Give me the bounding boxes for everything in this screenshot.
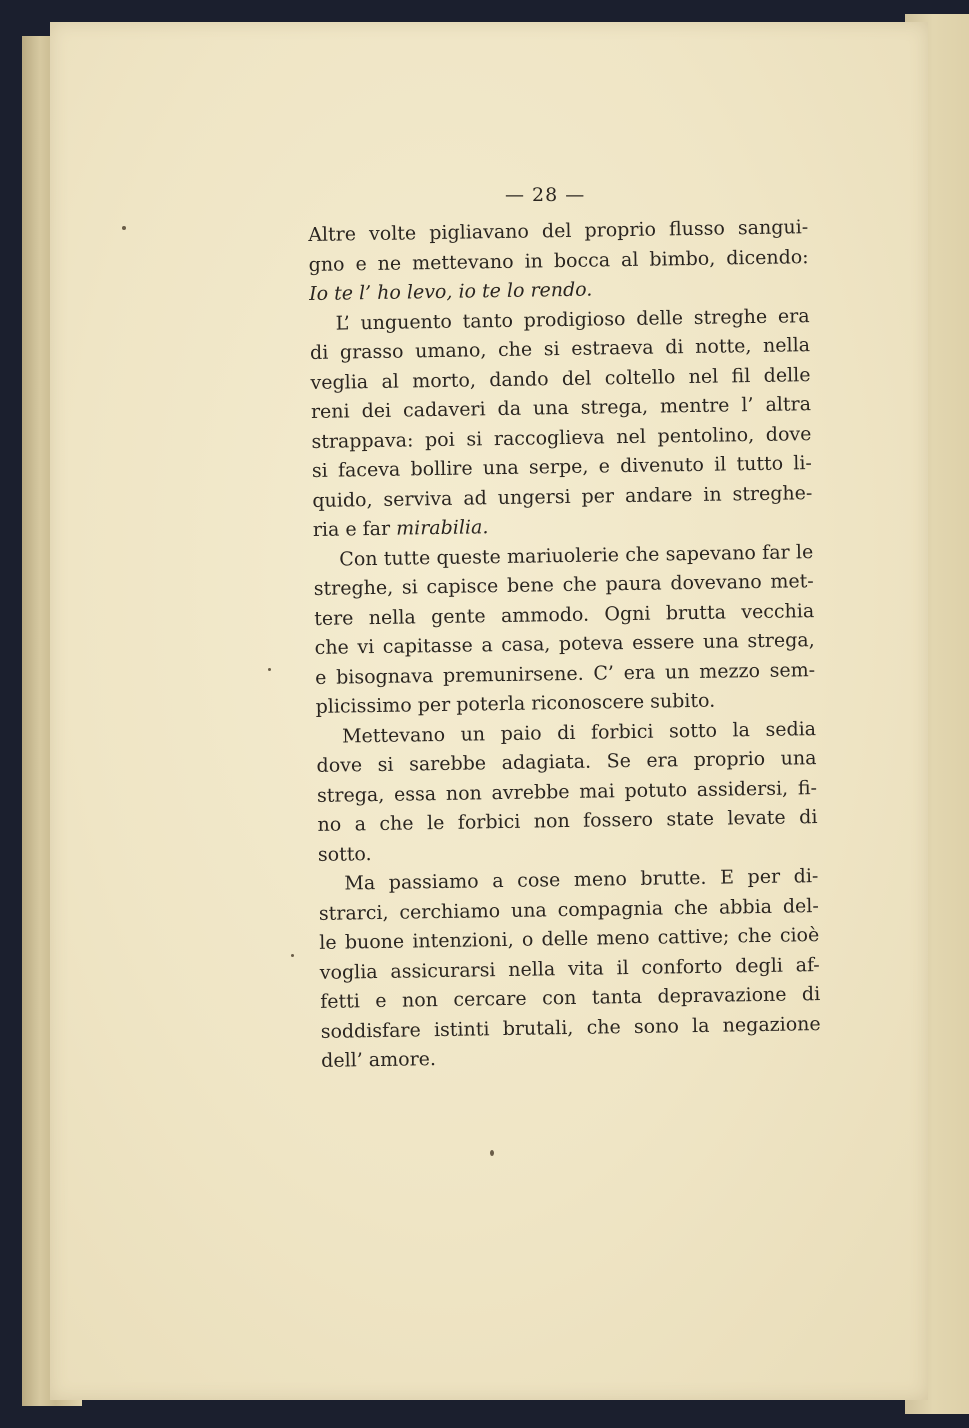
line-text: e bisognava premunirsene. C’ era un mezzo sem- xyxy=(314,658,816,689)
paper-speck xyxy=(122,226,126,230)
body-text xyxy=(308,213,821,1076)
line-text: reni dei cadaveri da una strega, mentre l’ altra xyxy=(310,393,812,423)
line-text: streghe, si capisce bene che paura dovevano met- xyxy=(313,570,814,600)
paragraph xyxy=(313,538,816,723)
line-text: ria e far xyxy=(312,517,397,541)
line-text: voglia assicurarsi nella vita il conforto degli af- xyxy=(319,953,820,984)
line-text: veglia al morto, dando del coltello nel fil delle xyxy=(310,363,811,394)
line-text: di grasso umano, che si estraeva di notte, nella xyxy=(309,334,811,364)
line-text: Io te l’ ho levo, io te lo rendo. xyxy=(308,278,593,305)
line-text: sotto. xyxy=(317,842,372,866)
line-text: strega, essa non avrebbe mai potuto assidersi, fi- xyxy=(316,776,818,807)
line-text: tere nella gente ammodo. Ogni brutta vecchia xyxy=(314,599,815,630)
line-text: no a che le forbici non fossero state levate di xyxy=(317,806,818,836)
line-text: che vi capitasse a casa, poteva essere una strega, xyxy=(314,629,815,659)
line-text: Ma passiamo a cose meno brutte. E per di- xyxy=(344,865,819,895)
line-text: strappava: poi si raccoglieva nel pentolino, dove xyxy=(311,422,812,453)
paragraph xyxy=(308,213,809,309)
line-text: strarci, cerchiamo una compagnia che abbia del- xyxy=(318,894,819,925)
line-text: soddisfare istinti brutali, che sono la negazione xyxy=(320,1012,821,1043)
paper-speck xyxy=(291,954,294,957)
paragraph xyxy=(309,302,813,546)
line-text: dove si sarebbe adagiata. Se era proprio una xyxy=(316,747,817,777)
line-text: gno e ne mettevano in bocca al bimbo, dicendo: xyxy=(308,245,809,276)
line-text: dell’ amore. xyxy=(321,1048,437,1072)
line-text: si faceva bollire una serpe, e divenuto il tutto li- xyxy=(311,452,813,482)
line-text: Altre volte pigliavano del proprio flusso sangui- xyxy=(308,216,809,246)
line-text: L’ unguento tanto prodigioso delle streghe era xyxy=(335,304,810,335)
line-text: Mettevano un paio di forbici sotto la sedia xyxy=(341,717,817,748)
paper-speck xyxy=(490,1150,494,1156)
line-text: plicissimo per poterla riconoscere subito. xyxy=(315,689,716,718)
paragraph xyxy=(316,715,818,870)
line-text: le buone intenzioni, o delle meno cattive; che cioè xyxy=(319,924,820,954)
paper-speck xyxy=(268,668,271,671)
page-number: — 28 — xyxy=(505,184,586,206)
line-text: quido, serviva ad ungersi per andare in streghe- xyxy=(312,481,813,512)
line-text: fetti e non cercare con tanta depravazione di xyxy=(320,983,821,1013)
line-italic-text: mirabilia. xyxy=(395,516,489,540)
line-text: Con tutte queste mariuolerie che sapevano far le xyxy=(339,540,814,571)
paragraph xyxy=(318,862,821,1076)
